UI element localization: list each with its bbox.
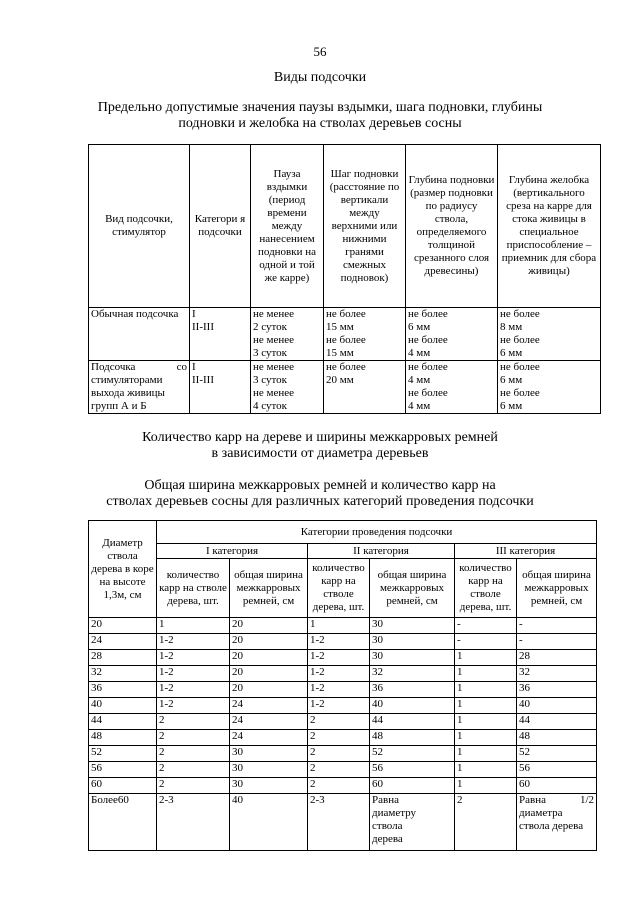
width-cell: 30	[230, 778, 308, 794]
table1-title-line2: подновки и желобка на стволах деревьев сосны	[178, 116, 462, 131]
width-cell: 32	[517, 666, 597, 682]
table-row	[89, 666, 597, 682]
page-number: 56	[313, 44, 327, 59]
table-row	[89, 308, 601, 361]
header-width: общая ширина межкарровых ремней, см	[517, 559, 597, 618]
header-category: Категори я подсочки	[190, 145, 251, 308]
header-count: количество карр на стволе дерева, шт.	[308, 559, 370, 618]
diameter-cell: 60	[89, 778, 157, 794]
table-row	[89, 714, 597, 730]
count-cell: 1-2	[157, 682, 230, 698]
count-cell: 1	[455, 730, 517, 746]
count-cell: -	[455, 634, 517, 650]
width-cell: 60	[370, 778, 455, 794]
header-category-1: I категория	[157, 544, 308, 559]
count-cell: 2	[157, 746, 230, 762]
table-row	[89, 618, 597, 634]
width-cell: 44	[370, 714, 455, 730]
width-cell: 44	[517, 714, 597, 730]
width-cell: 20	[230, 634, 308, 650]
count-cell: 2-3	[308, 794, 370, 851]
width-cell: 32	[370, 666, 455, 682]
count-cell: 1-2	[308, 698, 370, 714]
header-width: общая ширина межкарровых ремней, см	[370, 559, 455, 618]
header-count: количество карр на стволе дерева, шт.	[455, 559, 517, 618]
diameter-cell: 56	[89, 762, 157, 778]
width-cell: 28	[517, 650, 597, 666]
table-row	[89, 698, 597, 714]
width-cell: 30	[230, 746, 308, 762]
diameter-cell: 52	[89, 746, 157, 762]
width-cell: Равна диаметру ствола дерева	[370, 794, 455, 851]
count-cell: 1	[455, 682, 517, 698]
category-cell: I II-III	[190, 308, 251, 361]
groove-cell: не более 8 мм не более 6 мм	[498, 308, 601, 361]
width-cell: 20	[230, 666, 308, 682]
table-row	[89, 650, 597, 666]
section-title: Виды подсочки	[273, 70, 367, 85]
table-header-row	[89, 544, 597, 559]
diameter-cell: 40	[89, 698, 157, 714]
count-cell: 1-2	[308, 634, 370, 650]
header-tapping-type: Вид подсочки, стимулятор	[89, 145, 190, 308]
width-cell: 36	[517, 682, 597, 698]
count-cell: 1	[455, 666, 517, 682]
count-cell: 1-2	[157, 666, 230, 682]
header-category-3: III категория	[455, 544, 597, 559]
count-cell: 2	[308, 714, 370, 730]
pause-cell: не менее 3 суток не менее 4 суток	[251, 361, 324, 414]
table-row	[89, 682, 597, 698]
width-cell: 30	[370, 650, 455, 666]
table-row	[89, 730, 597, 746]
table-row	[89, 794, 597, 851]
count-cell: 2	[308, 730, 370, 746]
count-cell: 1	[455, 650, 517, 666]
carre-count-table	[88, 520, 597, 851]
width-cell: 24	[230, 714, 308, 730]
width-cell: 20	[230, 618, 308, 634]
count-cell: 1-2	[157, 698, 230, 714]
table2-title-line2: стволах деревьев сосны для различных категорий проведения подсочки	[106, 494, 534, 509]
count-cell: 2	[157, 730, 230, 746]
depth-cell: не более 4 мм не более 4 мм	[406, 361, 498, 414]
count-cell: 2	[308, 762, 370, 778]
count-cell: 2	[308, 778, 370, 794]
count-cell: 2	[455, 794, 517, 851]
width-cell: 30	[370, 634, 455, 650]
header-width: общая ширина межкарровых ремней, см	[230, 559, 308, 618]
width-cell: 60	[517, 778, 597, 794]
width-cell: 52	[370, 746, 455, 762]
header-count: количество карр на стволе дерева, шт.	[157, 559, 230, 618]
count-cell: 1-2	[157, 650, 230, 666]
table-row	[89, 361, 601, 414]
table-row	[89, 778, 597, 794]
table-header-row	[89, 521, 597, 544]
diameter-cell: 32	[89, 666, 157, 682]
count-cell: 1	[455, 762, 517, 778]
count-cell: 1	[308, 618, 370, 634]
count-cell: 2	[157, 714, 230, 730]
count-cell: 1	[157, 618, 230, 634]
tapping-type-cell: Обычная подсочка	[89, 308, 190, 361]
category-cell: I II-III	[190, 361, 251, 414]
width-cell: 48	[370, 730, 455, 746]
width-cell: 40	[517, 698, 597, 714]
diameter-cell: 24	[89, 634, 157, 650]
pause-cell: не менее 2 суток не менее 3 суток	[251, 308, 324, 361]
table-row	[89, 634, 597, 650]
width-cell: 20	[230, 682, 308, 698]
diameter-cell: 28	[89, 650, 157, 666]
diameter-cell: 36	[89, 682, 157, 698]
width-cell: 40	[230, 794, 308, 851]
step-cell: не более 20 мм	[324, 361, 406, 414]
header-step: Шаг подновки (расстояние по вертикали между верхними или нижними гранями смежных подновок)	[324, 145, 406, 308]
diameter-cell: 20	[89, 618, 157, 634]
header-groove: Глубина желобка (вертикального среза на карре для стока живицы в специальное приспособление –приемник для сбора живицы)	[498, 145, 601, 308]
count-cell: 1-2	[308, 650, 370, 666]
section2-title-line2: в зависимости от диаметра деревьев	[211, 446, 429, 461]
header-depth: Глубина подновки (размер подновки по радиусу ствола, определяемого толщиной срезанного слоя древесины)	[406, 145, 498, 308]
count-cell: 1-2	[308, 682, 370, 698]
width-cell: -	[517, 634, 597, 650]
count-cell: 1	[455, 714, 517, 730]
width-cell: Равна 1/2 диаметра ствола дерева	[517, 794, 597, 851]
count-cell: 1-2	[308, 666, 370, 682]
width-cell: 36	[370, 682, 455, 698]
count-cell: 2	[157, 778, 230, 794]
table-header-row	[89, 145, 601, 308]
count-cell: 2	[308, 746, 370, 762]
count-cell: 2-3	[157, 794, 230, 851]
depth-cell: не более 6 мм не более 4 мм	[406, 308, 498, 361]
tapping-type-cell: Подсочка со стимуляторами выхода живицы групп А и Б	[89, 361, 190, 414]
width-cell: 56	[370, 762, 455, 778]
count-cell: 1	[455, 698, 517, 714]
count-cell: 1	[455, 746, 517, 762]
header-categories-group: Категории проведения подсочки	[157, 521, 597, 544]
table1-title-line1: Предельно допустимые значения паузы вздымки, шага подновки, глубины	[97, 100, 543, 115]
table2-title-line1: Общая ширина межкарровых ремней и количество карр на	[144, 478, 496, 493]
groove-cell: не более 6 мм не более 6 мм	[498, 361, 601, 414]
width-cell: 20	[230, 650, 308, 666]
width-cell: 48	[517, 730, 597, 746]
width-cell: 52	[517, 746, 597, 762]
table-row	[89, 746, 597, 762]
width-cell: 40	[370, 698, 455, 714]
width-cell: 56	[517, 762, 597, 778]
width-cell: 30	[370, 618, 455, 634]
header-pause: Пауза вздымки (период времени между нанесением подновки на одной и той же карре)	[251, 145, 324, 308]
count-cell: 1-2	[157, 634, 230, 650]
width-cell: 24	[230, 730, 308, 746]
count-cell: -	[455, 618, 517, 634]
header-category-2: II категория	[308, 544, 455, 559]
count-cell: 2	[157, 762, 230, 778]
diameter-cell: 48	[89, 730, 157, 746]
table-row	[89, 762, 597, 778]
table-header-row	[89, 559, 597, 618]
header-diameter: Диаметр ствола дерева в коре на высоте 1,3м, см	[89, 521, 157, 618]
section2-title-line1: Количество карр на дереве и ширины межкарровых ремней	[142, 430, 498, 445]
width-cell: 24	[230, 698, 308, 714]
diameter-cell: Более60	[89, 794, 157, 851]
count-cell: 1	[455, 778, 517, 794]
tapping-parameters-table	[88, 144, 601, 414]
step-cell: не более 15 мм не более 15 мм	[324, 308, 406, 361]
width-cell: -	[517, 618, 597, 634]
diameter-cell: 44	[89, 714, 157, 730]
width-cell: 30	[230, 762, 308, 778]
